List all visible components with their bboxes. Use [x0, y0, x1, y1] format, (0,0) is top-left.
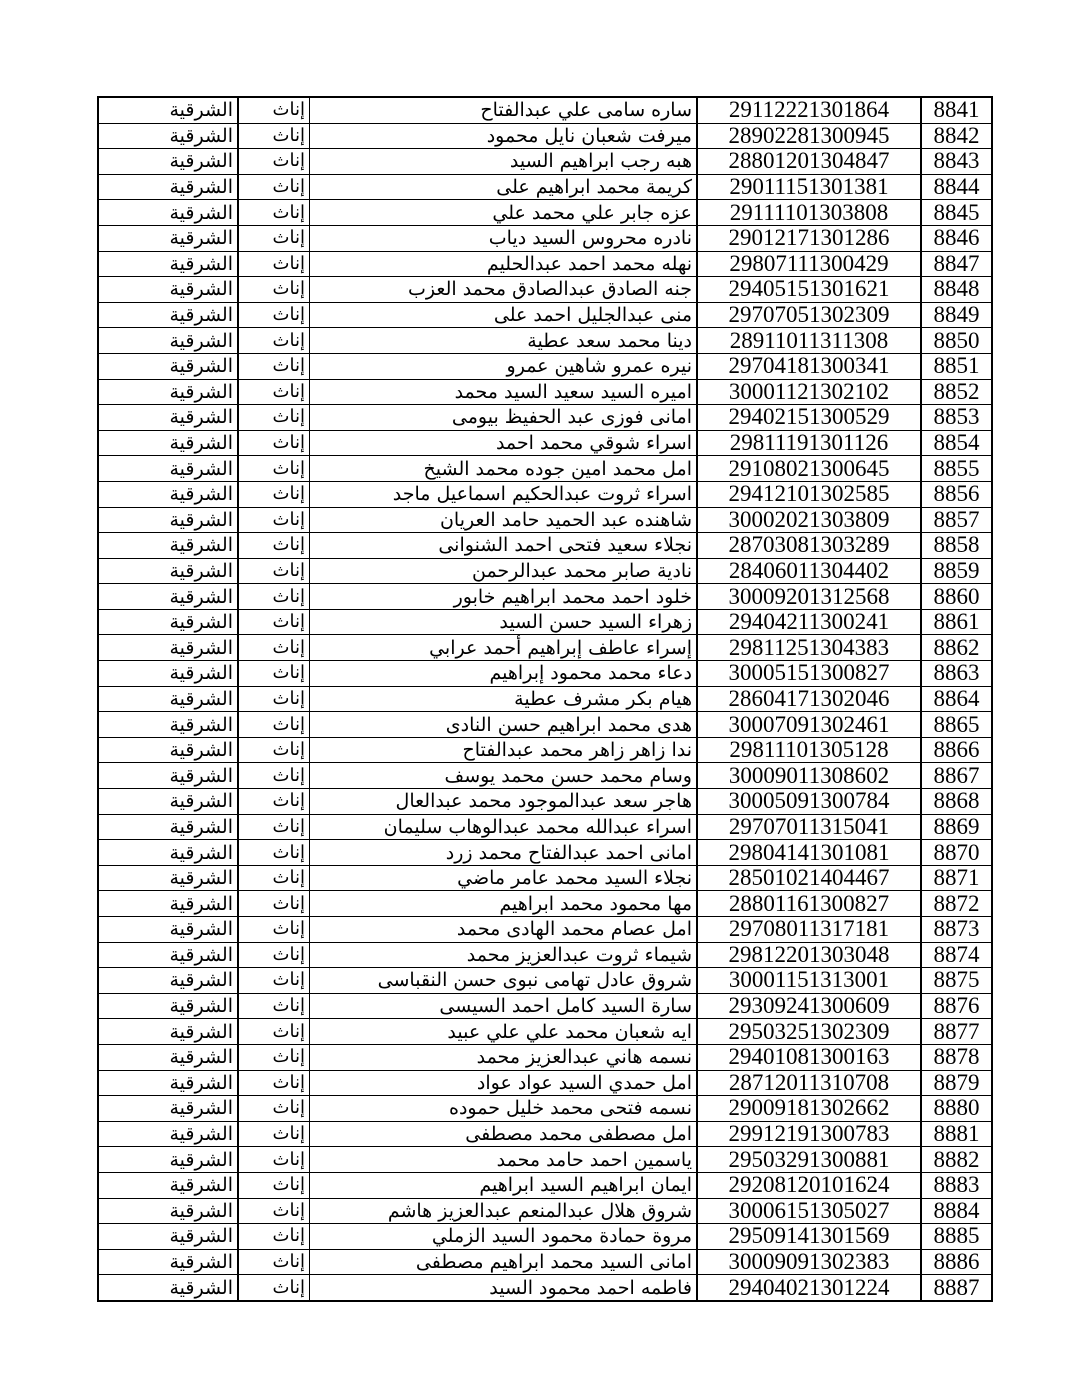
gender-cell: إناث [238, 456, 310, 482]
serial-number-cell: 8874 [921, 942, 992, 968]
table-row [98, 865, 992, 891]
full-name-cell: امانى السيد محمد ابراهيم مصطفى [310, 1249, 698, 1275]
table-row [98, 1198, 992, 1224]
table-row [98, 123, 992, 149]
table-row [98, 712, 992, 738]
gender-cell: إناث [238, 1198, 310, 1224]
full-name-cell: ياسمين احمد حامد محمد [310, 1147, 698, 1173]
gender-cell: إناث [238, 840, 310, 866]
governorate-cell: الشرقية [98, 661, 238, 687]
national-id-cell: 29404211300241 [697, 609, 921, 635]
full-name-cell: نجلاء سعيد فتحى احمد الشنوانى [310, 533, 698, 559]
serial-number-cell: 8841 [921, 97, 992, 123]
governorate-cell: الشرقية [98, 840, 238, 866]
governorate-cell: الشرقية [98, 302, 238, 328]
table-row [98, 200, 992, 226]
governorate-cell: الشرقية [98, 1019, 238, 1045]
full-name-cell: شاهنده عبد الحميد حامد العريان [310, 507, 698, 533]
table-row [98, 993, 992, 1019]
table-row [98, 456, 992, 482]
serial-number-cell: 8853 [921, 405, 992, 431]
full-name-cell: دعاء محمد محمود إبراهيم [310, 661, 698, 687]
serial-number-cell: 8885 [921, 1224, 992, 1250]
governorate-cell: الشرقية [98, 635, 238, 661]
full-name-cell: امانى احمد عبدالفتاح محمد زرد [310, 840, 698, 866]
serial-number-cell: 8884 [921, 1198, 992, 1224]
national-id-cell: 28501021404467 [697, 865, 921, 891]
serial-number-cell: 8871 [921, 865, 992, 891]
gender-cell: إناث [238, 789, 310, 815]
national-id-cell: 29707011315041 [697, 814, 921, 840]
national-id-cell: 29509141301569 [697, 1224, 921, 1250]
serial-number-cell: 8878 [921, 1044, 992, 1070]
table-row [98, 1249, 992, 1275]
full-name-cell: شيماء ثروت عبدالعزيز محمد [310, 942, 698, 968]
table-row [98, 558, 992, 584]
gender-cell: إناث [238, 1070, 310, 1096]
table-row [98, 225, 992, 251]
gender-cell: إناث [238, 1224, 310, 1250]
national-id-cell: 29503291300881 [697, 1147, 921, 1173]
full-name-cell: اميره السيد سعيد السيد محمد [310, 379, 698, 405]
serial-number-cell: 8845 [921, 200, 992, 226]
full-name-cell: منى عبدالجليل احمد على [310, 302, 698, 328]
full-name-cell: ندا زاهر زاهر محمد عبدالفتاح [310, 737, 698, 763]
governorate-cell: الشرقية [98, 405, 238, 431]
gender-cell: إناث [238, 1019, 310, 1045]
full-name-cell: نهله محمد احمد عبدالحليم [310, 251, 698, 277]
full-name-cell: إسراء عاطف إبراهيم أحمد عرابي [310, 635, 698, 661]
governorate-cell: الشرقية [98, 584, 238, 610]
national-id-cell: 30009011308602 [697, 763, 921, 789]
national-id-cell: 29011151301381 [697, 174, 921, 200]
gender-cell: إناث [238, 1249, 310, 1275]
gender-cell: إناث [238, 865, 310, 891]
serial-number-cell: 8848 [921, 277, 992, 303]
national-id-cell: 29804141301081 [697, 840, 921, 866]
national-id-cell: 29912191300783 [697, 1121, 921, 1147]
table-row [98, 1172, 992, 1198]
governorate-cell: الشرقية [98, 763, 238, 789]
serial-number-cell: 8855 [921, 456, 992, 482]
full-name-cell: امل عصام محمد الهادى محمد [310, 917, 698, 943]
gender-cell: إناث [238, 1121, 310, 1147]
governorate-cell: الشرقية [98, 328, 238, 354]
national-id-cell: 30001121302102 [697, 379, 921, 405]
gender-cell: إناث [238, 686, 310, 712]
national-id-cell: 28406011304402 [697, 558, 921, 584]
gender-cell: إناث [238, 993, 310, 1019]
full-name-cell: اسراء ثروت عبدالحكيم اسماعيل ماجد [310, 481, 698, 507]
table-row [98, 891, 992, 917]
national-id-cell: 28902281300945 [697, 123, 921, 149]
governorate-cell: الشرقية [98, 814, 238, 840]
governorate-cell: الشرقية [98, 225, 238, 251]
serial-number-cell: 8882 [921, 1147, 992, 1173]
governorate-cell: الشرقية [98, 1070, 238, 1096]
national-id-cell: 29811191301126 [697, 430, 921, 456]
serial-number-cell: 8883 [921, 1172, 992, 1198]
governorate-cell: الشرقية [98, 609, 238, 635]
table-row [98, 353, 992, 379]
table-row [98, 481, 992, 507]
governorate-cell: الشرقية [98, 686, 238, 712]
gender-cell: إناث [238, 661, 310, 687]
governorate-cell: الشرقية [98, 533, 238, 559]
national-id-cell: 29009181302662 [697, 1096, 921, 1122]
gender-cell: إناث [238, 942, 310, 968]
gender-cell: إناث [238, 584, 310, 610]
full-name-cell: ايمان ابراهيم السيد ابراهيم [310, 1172, 698, 1198]
full-name-cell: شروق عادل تهامى نبوى حسن النقباسى [310, 968, 698, 994]
full-name-cell: اسراء شوقي محمد احمد [310, 430, 698, 456]
governorate-cell: الشرقية [98, 558, 238, 584]
full-name-cell: نادره محروس السيد دياب [310, 225, 698, 251]
gender-cell: إناث [238, 635, 310, 661]
table-row [98, 174, 992, 200]
national-id-cell: 29404021301224 [697, 1275, 921, 1301]
governorate-cell: الشرقية [98, 277, 238, 303]
full-name-cell: نسمه فتحى محمد خليل حموده [310, 1096, 698, 1122]
governorate-cell: الشرقية [98, 968, 238, 994]
governorate-cell: الشرقية [98, 865, 238, 891]
full-name-cell: ميرفت شعبان نايل محمود [310, 123, 698, 149]
full-name-cell: دينا محمد سعد عطية [310, 328, 698, 354]
gender-cell: إناث [238, 302, 310, 328]
table-row [98, 1019, 992, 1045]
gender-cell: إناث [238, 814, 310, 840]
full-name-cell: هدى محمد ابراهيم حسن النادى [310, 712, 698, 738]
table-row [98, 1121, 992, 1147]
serial-number-cell: 8867 [921, 763, 992, 789]
full-name-cell: جنه الصادق عبدالصادق محمد العزب [310, 277, 698, 303]
governorate-cell: الشرقية [98, 737, 238, 763]
serial-number-cell: 8881 [921, 1121, 992, 1147]
gender-cell: إناث [238, 558, 310, 584]
serial-number-cell: 8854 [921, 430, 992, 456]
national-id-cell: 29012171301286 [697, 225, 921, 251]
serial-number-cell: 8886 [921, 1249, 992, 1275]
gender-cell: إناث [238, 379, 310, 405]
serial-number-cell: 8851 [921, 353, 992, 379]
full-name-cell: هيام بكر مشرف عطية [310, 686, 698, 712]
full-name-cell: شروق هلال عبدالمنعم عبدالعزيز هاشم [310, 1198, 698, 1224]
national-id-cell: 29812201303048 [697, 942, 921, 968]
governorate-cell: الشرقية [98, 1044, 238, 1070]
governorate-cell: الشرقية [98, 1096, 238, 1122]
full-name-cell: نجلاء السيد محمد عامر ماضي [310, 865, 698, 891]
serial-number-cell: 8862 [921, 635, 992, 661]
national-id-cell: 29108021300645 [697, 456, 921, 482]
serial-number-cell: 8863 [921, 661, 992, 687]
full-name-cell: عزه جابر علي محمد علي [310, 200, 698, 226]
table-row [98, 737, 992, 763]
serial-number-cell: 8875 [921, 968, 992, 994]
gender-cell: إناث [238, 430, 310, 456]
gender-cell: إناث [238, 917, 310, 943]
national-id-cell: 30006151305027 [697, 1198, 921, 1224]
full-name-cell: امانى فوزى عبد الحفيظ بيومى [310, 405, 698, 431]
governorate-cell: الشرقية [98, 353, 238, 379]
national-id-cell: 30007091302461 [697, 712, 921, 738]
table-row [98, 840, 992, 866]
gender-cell: إناث [238, 507, 310, 533]
national-id-cell: 29503251302309 [697, 1019, 921, 1045]
table-row [98, 277, 992, 303]
table-row [98, 917, 992, 943]
national-id-cell: 29704181300341 [697, 353, 921, 379]
gender-cell: إناث [238, 97, 310, 123]
governorate-cell: الشرقية [98, 712, 238, 738]
governorate-cell: الشرقية [98, 1198, 238, 1224]
serial-number-cell: 8843 [921, 149, 992, 175]
gender-cell: إناث [238, 481, 310, 507]
full-name-cell: امل مصطفى محمد مصطفى [310, 1121, 698, 1147]
national-id-cell: 28604171302046 [697, 686, 921, 712]
serial-number-cell: 8849 [921, 302, 992, 328]
serial-number-cell: 8868 [921, 789, 992, 815]
national-id-cell: 29401081300163 [697, 1044, 921, 1070]
serial-number-cell: 8880 [921, 1096, 992, 1122]
table-row [98, 968, 992, 994]
serial-number-cell: 8842 [921, 123, 992, 149]
governorate-cell: الشرقية [98, 942, 238, 968]
gender-cell: إناث [238, 1044, 310, 1070]
table-row [98, 661, 992, 687]
gender-cell: إناث [238, 609, 310, 635]
national-id-cell: 30002021303809 [697, 507, 921, 533]
table-row [98, 789, 992, 815]
full-name-cell: مروة حمادة محمود السيد الزملي [310, 1224, 698, 1250]
national-id-cell: 29412101302585 [697, 481, 921, 507]
gender-cell: إناث [238, 251, 310, 277]
governorate-cell: الشرقية [98, 1147, 238, 1173]
full-name-cell: نيره عمرو شاهين عمرو [310, 353, 698, 379]
governorate-cell: الشرقية [98, 97, 238, 123]
gender-cell: إناث [238, 1275, 310, 1301]
gender-cell: إناث [238, 328, 310, 354]
gender-cell: إناث [238, 737, 310, 763]
national-id-cell: 30009091302383 [697, 1249, 921, 1275]
table-row [98, 149, 992, 175]
governorate-cell: الشرقية [98, 917, 238, 943]
gender-cell: إناث [238, 712, 310, 738]
gender-cell: إناث [238, 1172, 310, 1198]
governorate-cell: الشرقية [98, 1172, 238, 1198]
full-name-cell: هبه رجب ابراهيم السيد [310, 149, 698, 175]
full-name-cell: خلود احمد محمد ابراهيم خابور [310, 584, 698, 610]
national-id-cell: 28801161300827 [697, 891, 921, 917]
gender-cell: إناث [238, 200, 310, 226]
table-row [98, 251, 992, 277]
table-row [98, 686, 992, 712]
national-id-cell: 29402151300529 [697, 405, 921, 431]
table-row [98, 635, 992, 661]
serial-number-cell: 8877 [921, 1019, 992, 1045]
table-row [98, 584, 992, 610]
governorate-cell: الشرقية [98, 123, 238, 149]
gender-cell: إناث [238, 149, 310, 175]
serial-number-cell: 8858 [921, 533, 992, 559]
full-name-cell: نادية صابر محمد عبدالرحمن [310, 558, 698, 584]
serial-number-cell: 8856 [921, 481, 992, 507]
gender-cell: إناث [238, 763, 310, 789]
national-id-cell: 30001151313001 [697, 968, 921, 994]
governorate-cell: الشرقية [98, 891, 238, 917]
governorate-cell: الشرقية [98, 993, 238, 1019]
full-name-cell: هاجر سعد عبدالموجود محمد عبدالعال [310, 789, 698, 815]
table-row [98, 405, 992, 431]
full-name-cell: اسراء عبدالله محمد عبدالوهاب سليمان [310, 814, 698, 840]
gender-cell: إناث [238, 968, 310, 994]
serial-number-cell: 8859 [921, 558, 992, 584]
table-row [98, 609, 992, 635]
serial-number-cell: 8846 [921, 225, 992, 251]
gender-cell: إناث [238, 1096, 310, 1122]
serial-number-cell: 8861 [921, 609, 992, 635]
gender-cell: إناث [238, 174, 310, 200]
full-name-cell: زهراء السيد حسن السيد [310, 609, 698, 635]
serial-number-cell: 8844 [921, 174, 992, 200]
national-id-cell: 28801201304847 [697, 149, 921, 175]
full-name-cell: امل محمد امين جوده محمد الشيخ [310, 456, 698, 482]
serial-number-cell: 8872 [921, 891, 992, 917]
governorate-cell: الشرقية [98, 507, 238, 533]
national-id-cell: 30009201312568 [697, 584, 921, 610]
national-id-cell: 30005151300827 [697, 661, 921, 687]
table-row [98, 97, 992, 123]
serial-number-cell: 8876 [921, 993, 992, 1019]
governorate-cell: الشرقية [98, 379, 238, 405]
national-id-cell: 29708011317181 [697, 917, 921, 943]
gender-cell: إناث [238, 123, 310, 149]
table-row [98, 1096, 992, 1122]
national-id-cell: 29112221301864 [697, 97, 921, 123]
table-row [98, 814, 992, 840]
full-name-cell: وسام محمد حسن محمد يوسف [310, 763, 698, 789]
national-id-cell: 29111101303808 [697, 200, 921, 226]
governorate-cell: الشرقية [98, 481, 238, 507]
table-row [98, 1224, 992, 1250]
table-row [98, 379, 992, 405]
serial-number-cell: 8852 [921, 379, 992, 405]
governorate-cell: الشرقية [98, 1224, 238, 1250]
full-name-cell: فاطمه احمد محمود السيد [310, 1275, 698, 1301]
table-row [98, 302, 992, 328]
full-name-cell: كريمة محمد ابراهيم على [310, 174, 698, 200]
national-id-cell: 29811101305128 [697, 737, 921, 763]
serial-number-cell: 8865 [921, 712, 992, 738]
gender-cell: إناث [238, 1147, 310, 1173]
national-id-cell: 28703081303289 [697, 533, 921, 559]
governorate-cell: الشرقية [98, 789, 238, 815]
table-row [98, 430, 992, 456]
full-name-cell: ايه شعبان محمد علي علي عبيد [310, 1019, 698, 1045]
serial-number-cell: 8850 [921, 328, 992, 354]
national-id-cell: 28712011310708 [697, 1070, 921, 1096]
governorate-cell: الشرقية [98, 149, 238, 175]
serial-number-cell: 8847 [921, 251, 992, 277]
gender-cell: إناث [238, 225, 310, 251]
serial-number-cell: 8870 [921, 840, 992, 866]
serial-number-cell: 8879 [921, 1070, 992, 1096]
national-id-cell: 29811251304383 [697, 635, 921, 661]
table-row [98, 942, 992, 968]
gender-cell: إناث [238, 891, 310, 917]
records-table-body [98, 97, 992, 1301]
governorate-cell: الشرقية [98, 174, 238, 200]
serial-number-cell: 8873 [921, 917, 992, 943]
records-table [97, 96, 993, 1302]
full-name-cell: مها محمود محمد ابراهيم [310, 891, 698, 917]
national-id-cell: 29807111300429 [697, 251, 921, 277]
full-name-cell: ساره سامى علي عبدالفتاح [310, 97, 698, 123]
serial-number-cell: 8860 [921, 584, 992, 610]
full-name-cell: امل حمدي السيد عواد عواد [310, 1070, 698, 1096]
governorate-cell: الشرقية [98, 430, 238, 456]
serial-number-cell: 8864 [921, 686, 992, 712]
table-row [98, 533, 992, 559]
gender-cell: إناث [238, 405, 310, 431]
table-row [98, 1147, 992, 1173]
serial-number-cell: 8857 [921, 507, 992, 533]
table-row [98, 1044, 992, 1070]
gender-cell: إناث [238, 353, 310, 379]
serial-number-cell: 8866 [921, 737, 992, 763]
governorate-cell: الشرقية [98, 456, 238, 482]
governorate-cell: الشرقية [98, 251, 238, 277]
national-id-cell: 29707051302309 [697, 302, 921, 328]
governorate-cell: الشرقية [98, 1121, 238, 1147]
governorate-cell: الشرقية [98, 200, 238, 226]
national-id-cell: 29208120101624 [697, 1172, 921, 1198]
gender-cell: إناث [238, 533, 310, 559]
gender-cell: إناث [238, 277, 310, 303]
serial-number-cell: 8887 [921, 1275, 992, 1301]
national-id-cell: 29405151301621 [697, 277, 921, 303]
table-row [98, 507, 992, 533]
table-row [98, 1070, 992, 1096]
governorate-cell: الشرقية [98, 1275, 238, 1301]
national-id-cell: 29309241300609 [697, 993, 921, 1019]
table-row [98, 328, 992, 354]
full-name-cell: نسمه هاني عبدالعزيز محمد [310, 1044, 698, 1070]
table-row [98, 763, 992, 789]
table-row [98, 1275, 992, 1301]
governorate-cell: الشرقية [98, 1249, 238, 1275]
serial-number-cell: 8869 [921, 814, 992, 840]
national-id-cell: 30005091300784 [697, 789, 921, 815]
national-id-cell: 28911011311308 [697, 328, 921, 354]
full-name-cell: سارة السيد كامل احمد السيسى [310, 993, 698, 1019]
